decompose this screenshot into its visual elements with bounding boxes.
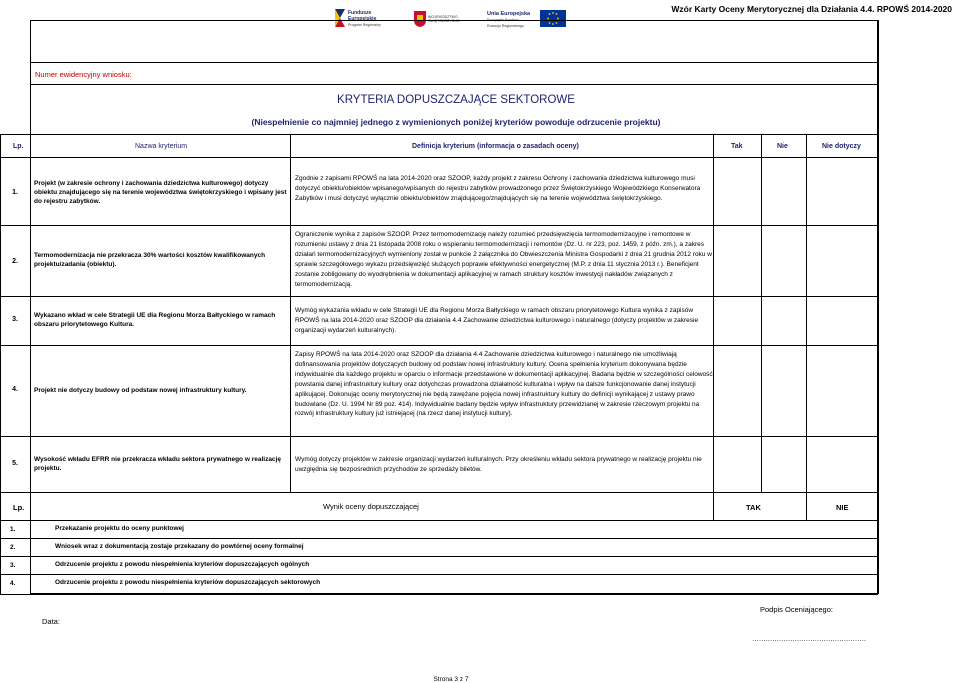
signature-line[interactable]: …………………………………………… xyxy=(752,636,866,643)
criterion-definition: Ograniczenie wynika z zapisów SZOOP. Przez termomodernizację należy rozumieć przedsięwzięcia termomodernizacyjne i remontowe w rozumieniu ustawy z dnia 21 listopada 2008 roku o wspieraniu termomodernizacji i remontów (Dz. U. nr 223, poz. 1459, z późn. zm.), a zakres działań termomodernizacyjnych wymieniony został w punkcie 2 załącznika do Obwieszczenia Ministra Gospodarki z dnia 21 grudnia 2012 roku w sprawie szczegółowego wykazu przedsięwzięć służących poprawie efektywności energetycznej (M.P. z dnia 11 stycznia 2013 r.). Beneficjent zostanie zobligowany do wyodrębnienia w dokumentacji aplikacyjnej w ramach struktury kosztów inwestycji nakładów związanych z termomodernizacją. xyxy=(295,231,712,288)
criterion-name: Projekt nie dotyczy budowy od podstaw nowej infrastruktury kultury. xyxy=(34,387,247,394)
header-definition: Definicja kryterium (informacja o zasadach oceny) xyxy=(412,143,579,150)
result-number: 1. xyxy=(10,526,16,533)
row-divider xyxy=(0,492,878,493)
row-divider xyxy=(0,134,878,135)
voivodeship-text: WOJEWÓDZTWO ŚWIĘTOKRZYSKIE xyxy=(428,15,460,23)
checkbox-nie-dotyczy[interactable] xyxy=(807,297,877,344)
result-header-tak: TAK xyxy=(746,503,761,512)
criterion-name: Projekt (w zakresie ochrony i zachowania dziedzictwa kulturowego) dotyczy obiektu znajdującego się na terenie województwa świętokrzyskiego i wpisany jest do rejestru zabytków. xyxy=(34,180,287,205)
row-divider xyxy=(0,574,878,575)
col-divider xyxy=(290,134,291,492)
header-lp: Lp. xyxy=(13,143,24,150)
checkbox-nie[interactable] xyxy=(762,297,805,344)
fundusze-europejskie-text: Fundusze Europejskie Program Regionalny xyxy=(348,10,381,27)
checkbox-nie[interactable] xyxy=(762,346,805,435)
result-option: Wniosek wraz z dokumentacją zostaje przekazany do powtórnej oceny formalnej xyxy=(55,543,304,550)
result-option: Przekazanie projektu do oceny punktowej xyxy=(55,525,184,532)
criterion-definition: Zapisy RPOWŚ na lata 2014-2020 oraz SZOOP dla działania 4.4 Zachowanie dziedzictwa kulturowego i naturalnego nie umożliwiają dofinansowania projektów dotyczących budowy od podstaw nowej infrastruktury kultury. Ocena spełnienia kryterium dokonywana będzie indywidualnie dla każdego projektu w oparciu o informacje przedstawione w dokumentacji aplikacyjnej. Badana będzie w szczególności celowość powstania danej infrastruktury kultury oraz dotychczas prowadzona działalność kulturalna i wpływ na dalsze funkcjonowanie danej instytucji aplikującej. Dokonując oceny merytorycznej nie będą zawężane pojęcia nowej infrastruktury kultury do definicji wynikającej z ustawy prawo budowlane (Dz. U. 1994 Nr 89 poz. 414). Indywidualnie badany będzie wpływ infrastruktury przewidzianej w zakresie rzeczowym projektu na rozwój infrastruktury kultury już istniejącej (na rzecz danej instytucji kultury). xyxy=(295,351,713,418)
criterion-definition: Wymóg dotyczy projektów w zakresie organizacji wydarzeń kulturalnych. Przy określeniu wkładu sektora prywatnego w realizację projektu nie uwzględnia się bezpośrednich przychodów ze sprzedaży biletów. xyxy=(295,456,702,473)
result-header-nie: NIE xyxy=(836,503,849,512)
eu-text: Unia Europejska Europejski Fundusz Rozwoju Regionalnego xyxy=(487,11,531,28)
checkbox-nie-dotyczy[interactable] xyxy=(807,226,877,295)
criteria-subtitle: (Niespełnienie co najmniej jednego z wymienionych poniżej kryteriów powoduje odrzucenie projektu) xyxy=(251,117,661,127)
header-nie: Nie xyxy=(777,143,788,150)
criterion-definition: Wymóg wykazania wkładu w cele Strategii UE dla Regionu Morza Bałtyckiego w ramach obszaru priorytetowego Kultura wynika z zapisów RPOWŚ na lata 2014-2020 oraz SZOOP dla działania 4.4 Zachowanie dziedzictwa kulturowego i naturalnego (dotyczy projektów w zakresie organizacji wydarzeń kulturalnych). xyxy=(295,307,699,334)
checkbox-nie-dotyczy[interactable] xyxy=(807,158,877,224)
row-divider xyxy=(30,62,878,63)
row-divider xyxy=(30,84,878,85)
criterion-number: 4. xyxy=(12,386,18,393)
criterion-name: Wykazano wkład w cele Strategii UE dla Regionu Morza Bałtyckiego w ramach obszaru priorytetowego Kultura. xyxy=(34,312,276,328)
header-tak: Tak xyxy=(731,143,743,150)
col-divider xyxy=(0,134,1,594)
document-title: Wzór Karty Oceny Merytorycznej dla Działania 4.4. RPOWŚ 2014-2020 xyxy=(671,4,952,14)
result-option: Odrzucenie projektu z powodu niespełnienia kryteriów dopuszczających sektorowych xyxy=(55,579,321,586)
criterion-number: 1. xyxy=(12,189,18,196)
criteria-title: KRYTERIA DOPUSZCZAJĄCE SEKTOROWE xyxy=(337,94,575,106)
checkbox-tak[interactable] xyxy=(714,346,760,435)
col-divider xyxy=(30,134,31,594)
row-divider xyxy=(0,520,878,521)
row-divider xyxy=(0,594,878,595)
result-header-label: Wynik oceny dopuszczającej xyxy=(323,502,419,511)
result-header-lp: Lp. xyxy=(13,503,25,512)
criterion-number: 5. xyxy=(12,460,18,467)
checkbox-tak[interactable] xyxy=(714,297,760,344)
page-number: Strona 3 z 7 xyxy=(433,676,469,683)
row-divider xyxy=(0,556,878,557)
checkbox-nie[interactable] xyxy=(762,437,805,491)
checkbox-nie-dotyczy[interactable] xyxy=(807,346,877,435)
criterion-number: 3. xyxy=(12,316,18,323)
result-number: 4. xyxy=(10,580,16,587)
date-label: Data: xyxy=(42,617,60,626)
criterion-number: 2. xyxy=(12,258,18,265)
checkbox-nie-dotyczy[interactable] xyxy=(807,437,877,491)
application-number-label: Numer ewidencyjny wniosku: xyxy=(35,70,132,79)
result-number: 3. xyxy=(10,562,16,569)
header-nie-dotyczy: Nie dotyczy xyxy=(822,143,861,150)
criterion-name: Termomodernizacja nie przekracza 30% wartości kosztów kwalifikowanych projektu/zadania (obiektu). xyxy=(34,252,266,268)
col-divider xyxy=(878,20,879,594)
row-divider xyxy=(0,538,878,539)
checkbox-nie[interactable] xyxy=(762,158,805,224)
criterion-name: Wysokość wkładu EFRR nie przekracza wkładu sektora prywatnego w realizację projektu. xyxy=(34,456,281,472)
checkbox-tak[interactable] xyxy=(714,226,760,295)
date-field[interactable] xyxy=(70,612,270,626)
result-number: 2. xyxy=(10,544,16,551)
checkbox-tak[interactable] xyxy=(714,158,760,224)
checkbox-tak[interactable] xyxy=(714,437,760,491)
checkbox-nie[interactable] xyxy=(762,226,805,295)
header-criterion-name: Nazwa kryterium xyxy=(135,143,188,150)
signature-label: Podpis Oceniającego: xyxy=(760,605,833,614)
criterion-definition: Zgodnie z zapisami RPOWŚ na lata 2014-2020 oraz SZOOP, każdy projekt z zakresu Ochrony i zachowania dziedzictwa kulturowego musi dotyczyć obiektu/obiektów wpisanego/wpisanych do rejestru zabytków prowadzonego przez Świętokrzyskiego Wojewódzkiego Konserwatora Zabytków i musi dotyczyć wyłącznie obiektu/obiektów znajdującego/znajdujących się na terenie województwa świętokrzyskiego. xyxy=(295,175,701,202)
result-option: Odrzucenie projektu z powodu niespełnienia kryteriów dopuszczających ogólnych xyxy=(55,561,310,568)
